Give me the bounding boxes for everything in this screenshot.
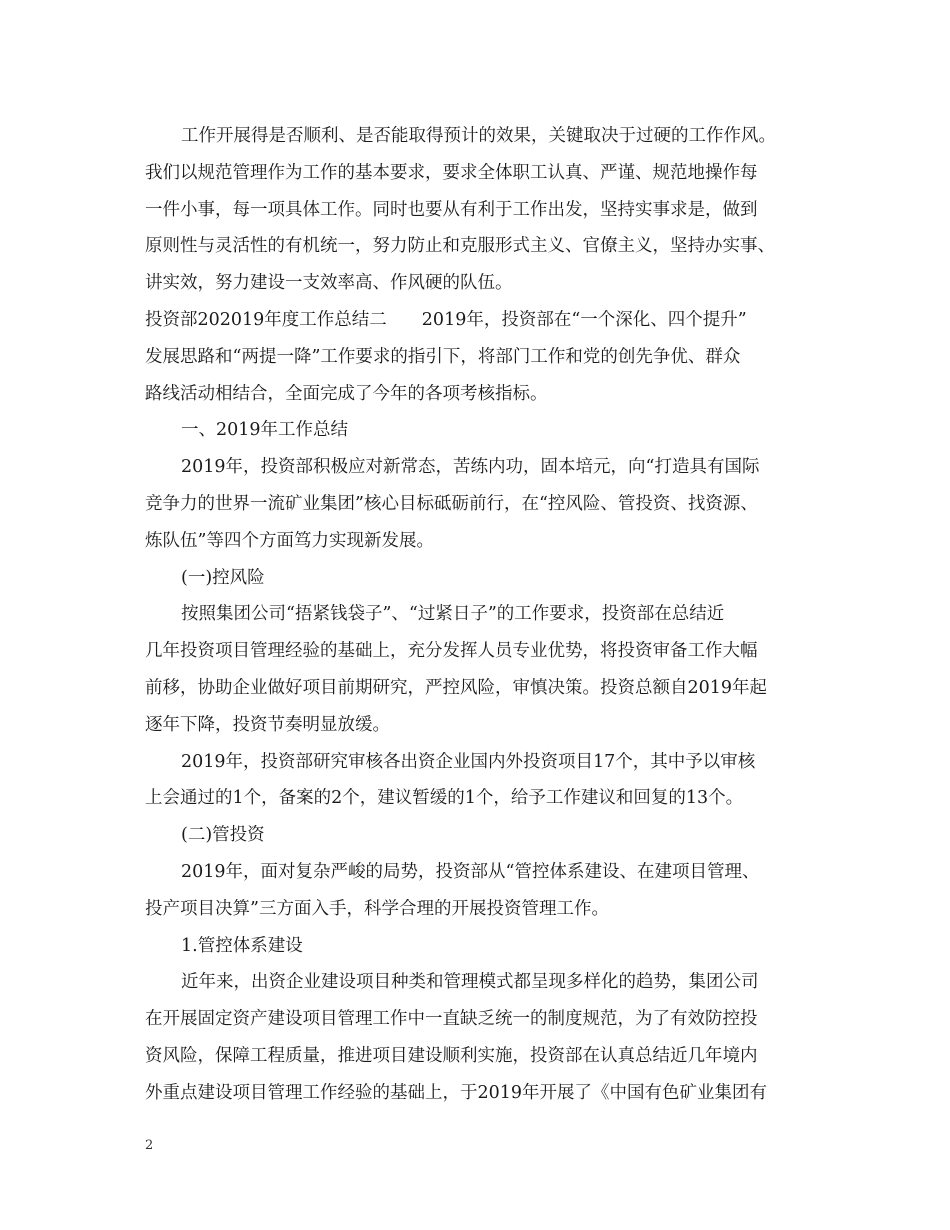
text-line: 上会通过的1个，备案的2个，建议暂缓的1个，给予工作建议和回复的13个。 — [145, 788, 744, 809]
text-line: 按照集团公司“捂紧钱袋子”、“过紧日子”的工作要求，投资部在总结近 — [181, 604, 725, 625]
text-line: 炼队伍”等四个方面笃力实现新发展。 — [145, 530, 434, 551]
text-line: 竞争力的世界一流矿业集团”核心目标砥砺前行，在“控风险、管投资、找资源、 — [145, 493, 758, 514]
text-line: 工作开展得是否顺利、是否能取得预计的效果，关键取决于过硬的工作作风。 — [181, 126, 776, 146]
text-line: 一件小事，每一项具体工作。同时也要从有利于工作出发，坚持实事求是，做到 — [145, 199, 758, 220]
text-line: 资风险，保障工程质量，推进项目建设顺利实施，投资部在认真总结近几年境内 — [145, 1045, 758, 1066]
text-line: 一、2019年工作总结 — [181, 420, 349, 441]
text-line: 我们以规范管理作为工作的基本要求，要求全体职工认真、严谨、规范地操作每 — [145, 162, 758, 183]
text-line: 2019年，面对复杂严峻的局势，投资部从“管控体系建设、在建项目管理、 — [181, 861, 760, 882]
text-line: 2019年，投资部研究审核各出资企业国内外投资项目17个，其中予以审核 — [181, 751, 756, 772]
text-line: 1.管控体系建设 — [181, 935, 303, 956]
text-line: (一)控风险 — [181, 567, 265, 588]
text-line: 原则性与灵活性的有机统一，努力防止和克服形式主义、官僚主义，坚持办实事、 — [145, 236, 775, 257]
text-line: 投资部202019年度工作总结二 2019年，投资部在“一个深化、四个提升” — [145, 309, 747, 330]
page-number: 2 — [145, 1138, 154, 1153]
text-line: 2019年，投资部积极应对新常态，苦练内功，固本培元，向“打造具有国际 — [181, 457, 760, 478]
text-line: 前移，协助企业做好项目前期研究，严控风险，审慎决策。投资总额自2019年起 — [145, 677, 768, 698]
text-line: 讲实效，努力建设一支效率高、作风硬的队伍。 — [145, 273, 513, 294]
text-line: 几年投资项目管理经验的基础上，充分发挥人员专业优势，将投资审备工作大幅 — [145, 641, 758, 662]
text-line: 发展思路和“两提一降”工作要求的指引下，将部门工作和党的创先争优、群众 — [145, 346, 741, 367]
text-line: 路线活动相结合，全面完成了今年的各项考核指标。 — [145, 383, 548, 404]
document-body — [145, 118, 805, 1112]
text-line: 外重点建设项目管理工作经验的基础上，于2019年开展了《中国有色矿业集团有 — [145, 1082, 768, 1103]
text-line: 逐年下降，投资节奏明显放缓。 — [145, 714, 390, 735]
text-line: 在开展固定资产建设项目管理工作中一直缺乏统一的制度规范，为了有效防控投 — [145, 1009, 758, 1030]
text-line: (二)管投资 — [181, 825, 265, 846]
text-line: 近年来，出资企业建设项目种类和管理模式都呈现多样化的趋势，集团公司 — [181, 972, 759, 993]
text-line: 投产项目决算”三方面入手，科学合理的开展投资管理工作。 — [145, 898, 609, 919]
